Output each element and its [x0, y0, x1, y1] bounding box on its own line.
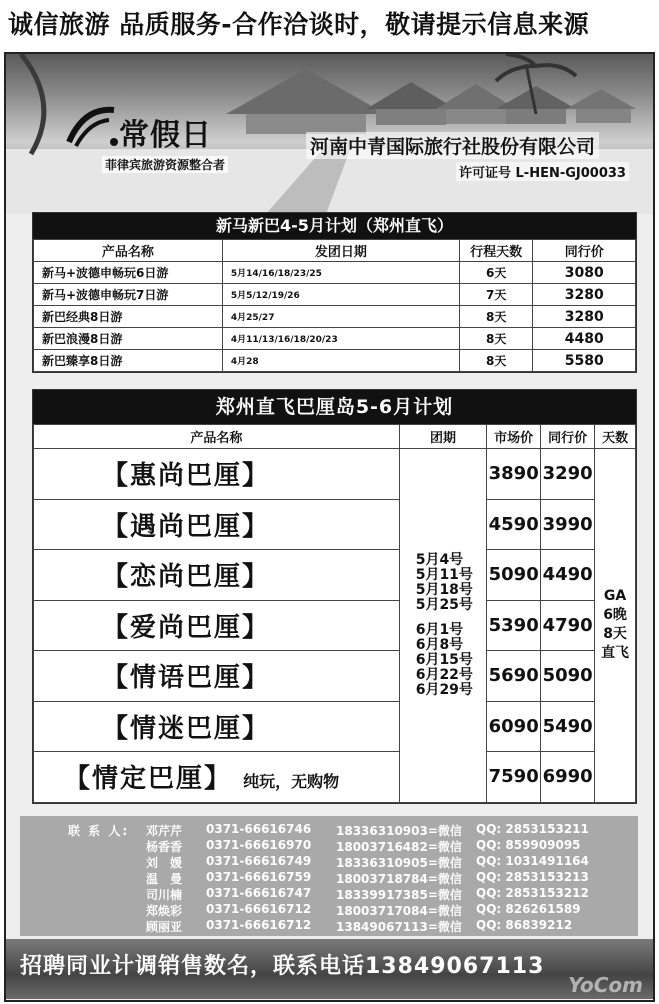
- peer-price: 3280: [533, 284, 636, 306]
- contact-phone: 0371-66616749: [206, 854, 312, 868]
- departure-dates: [399, 449, 487, 803]
- contacts-panel: [20, 816, 638, 936]
- brand-tagline: 菲律宾旅游资源整合者: [102, 156, 228, 173]
- market-price: 3890: [487, 449, 541, 500]
- peer-price: 3280: [533, 306, 636, 328]
- product-name: [34, 701, 400, 752]
- date-item: 6月29号: [415, 681, 473, 698]
- contact-name: 刘 媛: [146, 856, 183, 870]
- peer-price: 4790: [541, 600, 595, 651]
- product-name: 新巴臻享8日游: [34, 350, 223, 372]
- banner: [6, 54, 653, 214]
- contact-name: 邓芹芹: [146, 824, 183, 838]
- product-name: 新巴经典8日游: [34, 306, 223, 328]
- trip-days: 8天: [459, 350, 533, 372]
- peer-price: 3290: [541, 449, 595, 500]
- brand-name: 常假日: [119, 118, 212, 153]
- xinma-table: [33, 239, 636, 372]
- peer-price: 6990: [541, 752, 595, 803]
- table-row: [34, 306, 636, 328]
- contact-phone: 0371-66616712: [206, 902, 312, 916]
- header-dates: 团期: [399, 425, 487, 449]
- contact-qq: QQ: 2853153213: [476, 870, 589, 884]
- date-item: 6月22号: [415, 666, 473, 683]
- date-item: 6月8号: [415, 636, 464, 653]
- header-dates: 发团日期: [222, 240, 459, 262]
- departure-dates: 4月11/13/16/18/20/23: [222, 328, 459, 350]
- peer-price: 4480: [533, 328, 636, 350]
- product-name: [34, 449, 400, 500]
- contact-name: 温 曼: [146, 872, 183, 886]
- trip-days: 8天: [459, 306, 533, 328]
- header-product: 产品名称: [34, 425, 400, 449]
- contact-name: 郑焕彩: [146, 904, 183, 918]
- section-bali-title: 郑州直飞巴厘岛5-6月计划: [33, 390, 636, 424]
- departure-dates: 4月28: [222, 350, 459, 372]
- departure-dates: 5月14/16/18/23/25: [222, 262, 459, 284]
- product-note: 纯玩，无购物: [243, 772, 340, 792]
- market-price: 6090: [487, 701, 541, 752]
- top-slogan: 诚信旅游 品质服务-合作洽谈时，敬请提示信息来源: [8, 10, 590, 39]
- market-price: 4590: [487, 499, 541, 550]
- contact-phone: 0371-66616746: [206, 822, 312, 836]
- product-title: 【爱尚巴厘】: [102, 612, 271, 643]
- contact-phone: 0371-66616970: [206, 838, 312, 852]
- contact-name: 杨香香: [146, 840, 183, 854]
- header-product: 产品名称: [34, 240, 223, 262]
- section-xinma: [32, 212, 637, 373]
- peer-price: 3990: [541, 499, 595, 550]
- header-peer-price: 同行价: [541, 425, 595, 449]
- table-row: [34, 328, 636, 350]
- product-title: 【情语巴厘】: [102, 663, 271, 694]
- market-price: 7590: [487, 752, 541, 803]
- table-row: [34, 499, 636, 550]
- contact-mobile: 18336310903=微信: [336, 824, 462, 838]
- product-name: [34, 752, 400, 803]
- site-watermark: YoCom: [568, 973, 643, 997]
- product-name: 新马+波德申畅玩6日游: [34, 262, 223, 284]
- product-title: 【恋尚巴厘】: [102, 562, 271, 593]
- date-item: 5月4号: [415, 551, 464, 568]
- bali-table: [33, 424, 636, 803]
- market-price: 5090: [487, 550, 541, 601]
- product-title: 【情定巴厘】: [64, 764, 233, 795]
- market-price: 5690: [487, 651, 541, 702]
- contact-qq: QQ: 86839212: [476, 918, 573, 932]
- trip-days: 7天: [459, 284, 533, 306]
- header-days: 行程天数: [459, 240, 533, 262]
- contact-qq: QQ: 2853153212: [476, 886, 589, 900]
- logo-mark-icon: [64, 102, 119, 152]
- peer-price: 4490: [541, 550, 595, 601]
- date-item: 5月11号: [415, 566, 473, 583]
- recruit-banner: [6, 939, 653, 999]
- table-header-row: [34, 240, 636, 262]
- product-name: [34, 651, 400, 702]
- contact-phone: 0371-66616712: [206, 918, 312, 932]
- table-row: [34, 449, 636, 500]
- contact-qq: QQ: 826261589: [476, 902, 581, 916]
- table-row: [34, 550, 636, 601]
- header-days: 天数: [595, 425, 636, 449]
- product-name: [34, 499, 400, 550]
- days-line: GA: [603, 588, 627, 605]
- product-title: 【情迷巴厘】: [102, 713, 271, 744]
- product-name: 新巴浪漫8日游: [34, 328, 223, 350]
- recruit-text: 招聘同业计调销售数名，联系电话13849067113: [20, 954, 545, 979]
- section-bali: [32, 389, 637, 804]
- contact-phone: 0371-66616747: [206, 886, 312, 900]
- contact-phone: 0371-66616759: [206, 870, 312, 884]
- contacts-label: 联 系 人:: [68, 824, 130, 838]
- contact-mobile: 13849067113=微信: [336, 920, 462, 934]
- contact-name: 顾丽亚: [146, 920, 183, 934]
- product-name: [34, 600, 400, 651]
- table-header-row: [34, 425, 636, 449]
- product-title: 【惠尚巴厘】: [102, 461, 271, 492]
- trip-days: [595, 449, 636, 803]
- departure-dates: 4月25/27: [222, 306, 459, 328]
- trip-days: 8天: [459, 328, 533, 350]
- date-item: 6月15号: [415, 651, 473, 668]
- peer-price: 5090: [541, 651, 595, 702]
- days-line: 6晚: [603, 607, 627, 624]
- departure-dates: 5月5/12/19/26: [222, 284, 459, 306]
- days-line: 直飞: [601, 645, 630, 662]
- table-row: [34, 752, 636, 803]
- product-title: 【遇尚巴厘】: [102, 511, 271, 542]
- contact-mobile: 18003718784=微信: [336, 872, 462, 886]
- license-number: 许可证号 L-HEN-GJ00033: [456, 162, 629, 181]
- contact-mobile: 18339917385=微信: [336, 888, 462, 902]
- peer-price: 3080: [533, 262, 636, 284]
- contact-qq: QQ: 1031491164: [476, 854, 589, 868]
- market-price: 5390: [487, 600, 541, 651]
- contact-mobile: 18003717084=微信: [336, 904, 462, 918]
- table-row: [34, 350, 636, 372]
- contact-mobile: 18336310905=微信: [336, 856, 462, 870]
- contact-qq: QQ: 2853153211: [476, 822, 589, 836]
- date-item: 5月25号: [415, 596, 473, 613]
- table-row: [34, 701, 636, 752]
- header-price: 同行价: [533, 240, 636, 262]
- date-item: 5月18号: [415, 581, 473, 598]
- section-xinma-title: 新马新巴4-5月计划（郑州直飞）: [33, 213, 636, 239]
- product-name: [34, 550, 400, 601]
- contact-name: 司川楠: [146, 888, 183, 902]
- brand-logo: [64, 102, 284, 182]
- product-name: 新马+波德申畅玩7日游: [34, 284, 223, 306]
- table-row: [34, 262, 636, 284]
- days-line: 8天: [603, 626, 627, 643]
- peer-price: 5580: [533, 350, 636, 372]
- table-row: [34, 600, 636, 651]
- contact-mobile: 18003716482=微信: [336, 840, 462, 854]
- date-item: 6月1号: [415, 621, 464, 638]
- table-row: [34, 284, 636, 306]
- table-row: [34, 651, 636, 702]
- peer-price: 5490: [541, 701, 595, 752]
- flyer-frame: [4, 52, 655, 1002]
- header-market-price: 市场价: [487, 425, 541, 449]
- company-name: 河南中青国际旅行社股份有限公司: [306, 132, 599, 159]
- trip-days: 6天: [459, 262, 533, 284]
- contact-qq: QQ: 859909095: [476, 838, 581, 852]
